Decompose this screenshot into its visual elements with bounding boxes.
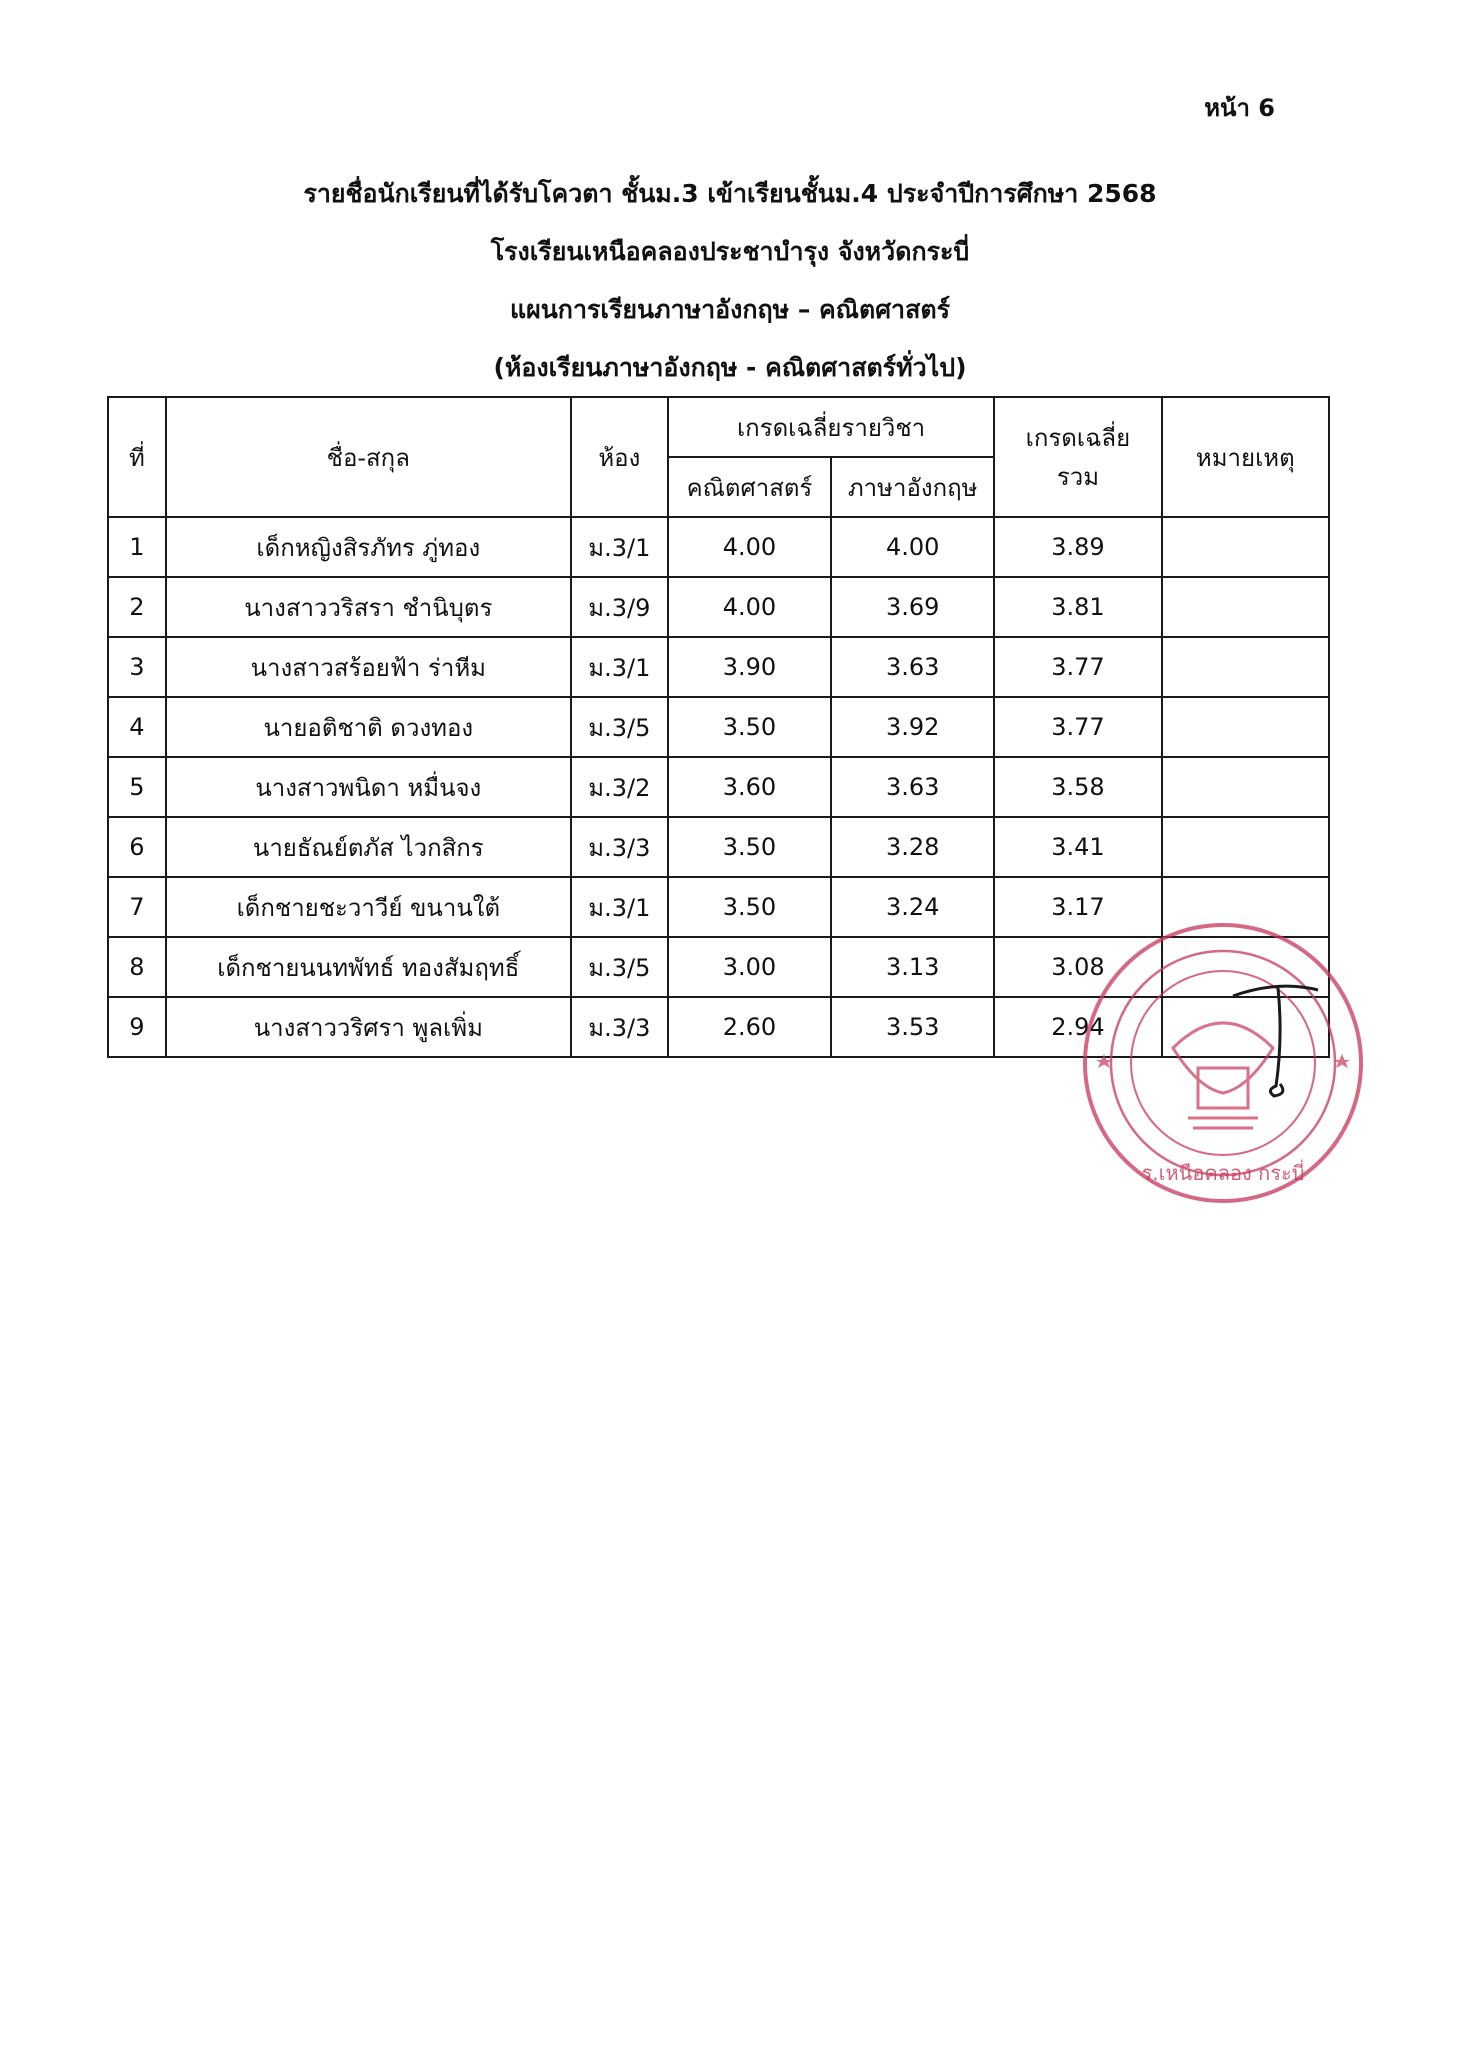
cell-room: ม.3/1 bbox=[571, 517, 668, 577]
cell-overall: 3.77 bbox=[994, 697, 1161, 757]
table-row bbox=[108, 697, 1329, 757]
header-note: หมายเหตุ bbox=[1162, 397, 1329, 517]
table-row bbox=[108, 517, 1329, 577]
cell-english: 3.69 bbox=[831, 577, 994, 637]
cell-math: 3.50 bbox=[668, 697, 831, 757]
page-number: หน้า 6 bbox=[1204, 94, 1275, 122]
cell-overall: 3.08 bbox=[994, 937, 1161, 997]
cell-no: 3 bbox=[108, 637, 166, 697]
school-seal-stamp bbox=[1078, 918, 1368, 1208]
cell-note bbox=[1162, 697, 1329, 757]
cell-room: ม.3/3 bbox=[571, 997, 668, 1057]
cell-overall: 3.17 bbox=[994, 877, 1161, 937]
cell-name: นางสาวพนิดา หมื่นจง bbox=[166, 757, 571, 817]
cell-english: 3.63 bbox=[831, 757, 994, 817]
cell-name: นางสาวสร้อยฟ้า ร่าหีม bbox=[166, 637, 571, 697]
cell-overall: 3.89 bbox=[994, 517, 1161, 577]
cell-math: 3.90 bbox=[668, 637, 831, 697]
header-no: ที่ bbox=[108, 397, 166, 517]
cell-name: เด็กชายนนทพัทธ์ ทองสัมฤทธิ์ bbox=[166, 937, 571, 997]
cell-no: 1 bbox=[108, 517, 166, 577]
cell-english: 4.00 bbox=[831, 517, 994, 577]
cell-overall: 3.58 bbox=[994, 757, 1161, 817]
cell-overall: 3.77 bbox=[994, 637, 1161, 697]
cell-note bbox=[1162, 757, 1329, 817]
cell-room: ม.3/5 bbox=[571, 937, 668, 997]
cell-english: 3.53 bbox=[831, 997, 994, 1057]
cell-math: 3.00 bbox=[668, 937, 831, 997]
header-english: ภาษาอังกฤษ bbox=[831, 457, 994, 517]
cell-note bbox=[1162, 637, 1329, 697]
cell-note bbox=[1162, 817, 1329, 877]
header-subject-average: เกรดเฉลี่ยรายวิชา bbox=[668, 397, 994, 457]
cell-no: 4 bbox=[108, 697, 166, 757]
header-school: โรงเรียนเหนือคลองประชาบำรุง จังหวัดกระบี่ bbox=[490, 237, 970, 266]
cell-english: 3.92 bbox=[831, 697, 994, 757]
cell-note bbox=[1162, 517, 1329, 577]
seal-stars bbox=[1096, 1054, 1350, 1068]
cell-math: 2.60 bbox=[668, 997, 831, 1057]
seal-text-bottom: ร.เหนือคลอง กระบี่ bbox=[1141, 1161, 1305, 1185]
cell-english: 3.28 bbox=[831, 817, 994, 877]
table-row bbox=[108, 817, 1329, 877]
cell-english: 3.63 bbox=[831, 637, 994, 697]
cell-math: 3.60 bbox=[668, 757, 831, 817]
cell-english: 3.24 bbox=[831, 877, 994, 937]
cell-name: เด็กชายชะวาวีย์ ขนานใต้ bbox=[166, 877, 571, 937]
seal-emblem bbox=[1173, 1023, 1273, 1128]
header-name: ชื่อ-สกุล bbox=[166, 397, 571, 517]
cell-no: 9 bbox=[108, 997, 166, 1057]
cell-room: ม.3/1 bbox=[571, 637, 668, 697]
header-program: แผนการเรียนภาษาอังกฤษ – คณิตศาสตร์ bbox=[509, 295, 951, 324]
document-header bbox=[0, 165, 1460, 397]
cell-no: 2 bbox=[108, 577, 166, 637]
table-row bbox=[108, 637, 1329, 697]
cell-name: นายธัณย์ตภัส ไวกสิกร bbox=[166, 817, 571, 877]
cell-no: 8 bbox=[108, 937, 166, 997]
cell-name: เด็กหญิงสิรภัทร ภู่ทอง bbox=[166, 517, 571, 577]
cell-name: นายอติชาติ ดวงทอง bbox=[166, 697, 571, 757]
cell-room: ม.3/5 bbox=[571, 697, 668, 757]
cell-overall: 3.41 bbox=[994, 817, 1161, 877]
cell-english: 3.13 bbox=[831, 937, 994, 997]
header-room: ห้อง bbox=[571, 397, 668, 517]
seal-rings bbox=[1085, 925, 1361, 1201]
cell-name: นางสาววริศรา พูลเพิ่ม bbox=[166, 997, 571, 1057]
cell-overall: 3.81 bbox=[994, 577, 1161, 637]
cell-note bbox=[1162, 577, 1329, 637]
header-math: คณิตศาสตร์ bbox=[668, 457, 831, 517]
cell-room: ม.3/9 bbox=[571, 577, 668, 637]
table-row bbox=[108, 577, 1329, 637]
cell-room: ม.3/1 bbox=[571, 877, 668, 937]
cell-name: นางสาววริสรา ชำนิบุตร bbox=[166, 577, 571, 637]
cell-no: 7 bbox=[108, 877, 166, 937]
cell-math: 3.50 bbox=[668, 877, 831, 937]
cell-math: 4.00 bbox=[668, 577, 831, 637]
cell-room: ม.3/3 bbox=[571, 817, 668, 877]
cell-overall: 2.94 bbox=[994, 997, 1161, 1057]
header-classroom: (ห้องเรียนภาษาอังกฤษ - คณิตศาสตร์ทั่วไป) bbox=[493, 353, 967, 382]
table-row bbox=[108, 757, 1329, 817]
cell-no: 5 bbox=[108, 757, 166, 817]
cell-math: 3.50 bbox=[668, 817, 831, 877]
cell-math: 4.00 bbox=[668, 517, 831, 577]
header-title: รายชื่อนักเรียนที่ได้รับโควตา ชั้นม.3 เข้าเรียนชั้นม.4 ประจำปีการศึกษา 2568 bbox=[303, 179, 1157, 208]
cell-no: 6 bbox=[108, 817, 166, 877]
cell-room: ม.3/2 bbox=[571, 757, 668, 817]
header-overall-average: เกรดเฉลี่ยรวม bbox=[994, 397, 1161, 517]
